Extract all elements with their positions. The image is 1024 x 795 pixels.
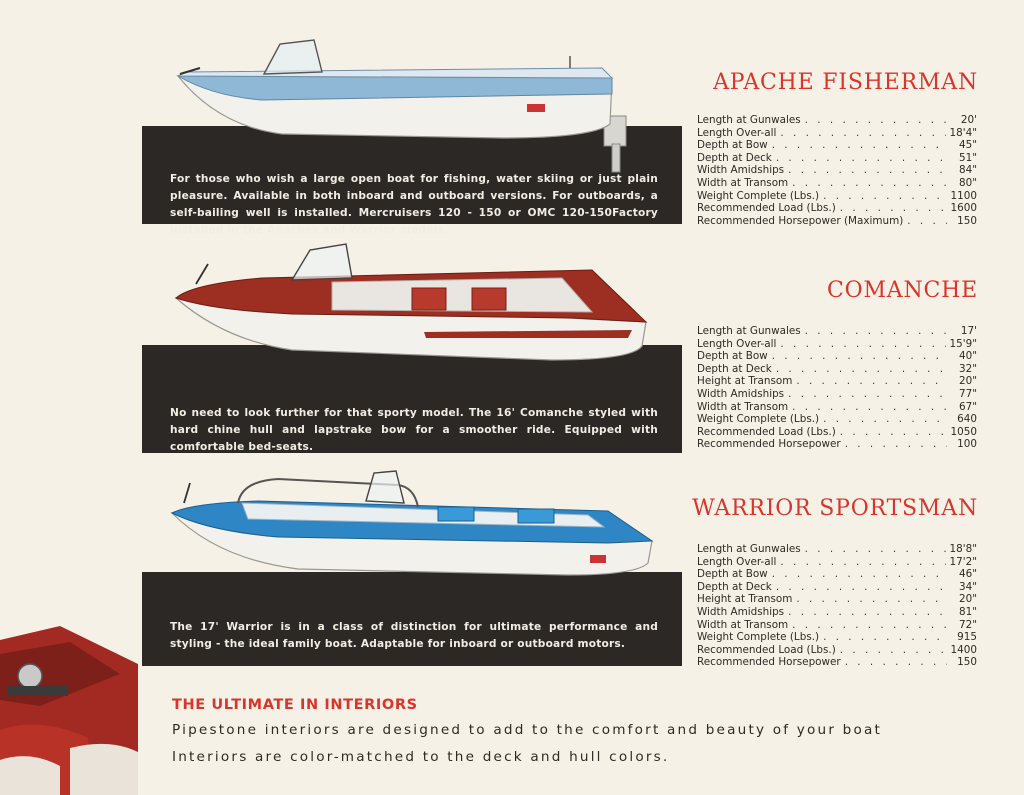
dot-leader: [780, 556, 945, 569]
spec-label: Depth at Deck: [697, 362, 772, 375]
spec-row: [697, 350, 977, 363]
dot-leader: [823, 413, 947, 426]
dot-leader: [840, 644, 947, 657]
dot-leader: [772, 139, 947, 152]
spec-value: 100: [957, 438, 977, 451]
spec-value: 84": [958, 164, 977, 177]
spec-value: 40": [958, 350, 977, 363]
spec-row: [697, 401, 977, 414]
spec-row: [697, 426, 977, 439]
spec-row: [697, 190, 977, 203]
spec-row: [697, 619, 977, 632]
dot-leader: [776, 581, 947, 594]
dot-leader: [772, 568, 947, 581]
spec-label: Width at Transom: [697, 400, 789, 413]
spec-value: 1400: [950, 643, 977, 656]
spec-label: Weight Complete (Lbs.): [697, 413, 820, 426]
spec-label: Recommended Horsepower: [697, 656, 841, 669]
dot-leader: [805, 114, 947, 127]
dot-leader: [840, 426, 947, 439]
dot-leader: [788, 388, 947, 401]
spec-value: 15'9": [949, 337, 977, 350]
spec-label: Length at Gunwales: [697, 114, 801, 126]
spec-label: Height at Transom: [697, 593, 793, 606]
comanche-title: COMANCHE: [826, 278, 978, 303]
dot-leader: [792, 619, 947, 632]
apache-fisherman-boat-image: [172, 34, 652, 174]
spec-value: 20": [958, 593, 977, 606]
spec-row: [697, 152, 977, 165]
spec-value: 915: [957, 631, 977, 644]
spec-value: 150: [957, 214, 977, 227]
spec-label: Weight Complete (Lbs.): [697, 189, 820, 202]
dot-leader: [780, 127, 945, 140]
spec-value: 72": [958, 618, 977, 631]
spec-label: Depth at Bow: [697, 139, 768, 152]
spec-row: [697, 338, 977, 351]
apache-caption: For those who wish a large open boat for fishing, water skiing or just plain pleasure. Available in both inboard and outboard versions. For outboards, a self-bailing well is installed. Mercruisers 120 - 150 or OMC 120-150Factory installed in the Apaches and Warrior models.: [170, 173, 658, 236]
spec-row: [697, 644, 977, 657]
spec-label: Recommended Load (Lbs.): [697, 643, 836, 656]
dot-leader: [772, 350, 947, 363]
spec-row: [697, 215, 977, 228]
spec-value: 640: [957, 413, 977, 426]
dot-leader: [845, 656, 947, 669]
dot-leader: [805, 325, 947, 338]
comanche-boat-image: [172, 238, 652, 373]
dot-leader: [796, 375, 947, 388]
warrior-spec-table: [697, 543, 977, 669]
red-interior-photo: [0, 620, 138, 795]
spec-label: Width at Transom: [697, 618, 789, 631]
dot-leader: [780, 338, 945, 351]
dot-leader: [788, 164, 947, 177]
spec-label: Recommended Load (Lbs.): [697, 202, 836, 215]
spec-label: Width Amidships: [697, 387, 785, 400]
spec-row: [697, 202, 977, 215]
interiors-text-line-2: Interiors are color-matched to the deck and hull colors.: [172, 749, 670, 765]
spec-row: [697, 593, 977, 606]
spec-label: Recommended Horsepower (Maximum): [697, 214, 904, 227]
spec-row: [697, 127, 977, 140]
spec-value: 150: [957, 656, 977, 669]
warrior-sportsman-title: WARRIOR SPORTSMAN: [692, 496, 978, 521]
spec-label: Depth at Deck: [697, 151, 772, 164]
spec-row: [697, 139, 977, 152]
dot-leader: [796, 593, 947, 606]
spec-row: [697, 631, 977, 644]
dot-leader: [840, 202, 947, 215]
spec-value: 51": [958, 151, 977, 164]
spec-row: [697, 363, 977, 376]
spec-row: [697, 656, 977, 669]
interiors-heading: THE ULTIMATE IN INTERIORS: [172, 697, 418, 713]
dot-leader: [823, 190, 946, 203]
spec-row: [697, 438, 977, 451]
spec-label: Length Over-all: [697, 126, 777, 139]
spec-value: 34": [958, 580, 977, 593]
dot-leader: [776, 152, 947, 165]
spec-row: [697, 606, 977, 619]
spec-row: [697, 388, 977, 401]
warrior-sportsman-boat-image: [168, 463, 658, 603]
spec-value: 32": [958, 362, 977, 375]
apache-fisherman-title: APACHE FISHERMAN: [713, 70, 978, 95]
spec-value: 1600: [950, 202, 977, 215]
spec-row: [697, 177, 977, 190]
spec-value: 20": [958, 375, 977, 388]
spec-value: 18'8": [949, 543, 977, 555]
spec-label: Width Amidships: [697, 605, 785, 618]
spec-row: [697, 581, 977, 594]
spec-value: 81": [958, 605, 977, 618]
spec-label: Width Amidships: [697, 164, 785, 177]
dot-leader: [788, 606, 947, 619]
spec-row: [697, 375, 977, 388]
dot-leader: [823, 631, 947, 644]
spec-label: Depth at Deck: [697, 580, 772, 593]
spec-value: 1100: [950, 189, 977, 202]
spec-label: Height at Transom: [697, 375, 793, 388]
spec-row: [697, 413, 977, 426]
spec-value: 80": [958, 176, 977, 189]
spec-value: 20': [960, 114, 977, 126]
spec-label: Recommended Load (Lbs.): [697, 425, 836, 438]
spec-label: Recommended Horsepower: [697, 438, 841, 451]
dot-leader: [907, 215, 947, 228]
spec-value: 18'4": [949, 126, 977, 139]
spec-label: Length at Gunwales: [697, 325, 801, 337]
spec-row: [697, 568, 977, 581]
spec-row: [697, 325, 977, 338]
spec-value: 45": [958, 139, 977, 152]
dot-leader: [776, 363, 947, 376]
dot-leader: [845, 438, 947, 451]
spec-label: Length at Gunwales: [697, 543, 801, 555]
spec-label: Depth at Bow: [697, 568, 768, 581]
spec-value: 1050: [950, 425, 977, 438]
spec-row: [697, 164, 977, 177]
spec-label: Length Over-all: [697, 555, 777, 568]
dot-leader: [792, 177, 947, 190]
spec-label: Length Over-all: [697, 337, 777, 350]
spec-value: 67": [958, 400, 977, 413]
apache-spec-table: [697, 114, 977, 227]
spec-row: [697, 543, 977, 556]
spec-value: 17'2": [949, 555, 977, 568]
spec-label: Weight Complete (Lbs.): [697, 631, 820, 644]
dot-leader: [805, 543, 946, 556]
dot-leader: [792, 401, 947, 414]
spec-row: [697, 114, 977, 127]
spec-label: Depth at Bow: [697, 350, 768, 363]
spec-value: 46": [958, 568, 977, 581]
spec-value: 77": [958, 387, 977, 400]
interiors-text-line-1: Pipestone interiors are designed to add to the comfort and beauty of your boat: [172, 722, 883, 738]
spec-value: 17': [960, 325, 977, 337]
warrior-caption: The 17' Warrior is in a class of distinction for ultimate performance and styling - the ideal family boat. Adaptable for inboard or outboard motors.: [170, 621, 658, 650]
spec-label: Width at Transom: [697, 176, 789, 189]
spec-row: [697, 556, 977, 569]
comanche-spec-table: [697, 325, 977, 451]
comanche-caption: No need to look further for that sporty model. The 16' Comanche styled with hard chine hull and lapstrake bow for a smoother ride. Equipped with comfortable bed-seats.: [170, 407, 658, 453]
